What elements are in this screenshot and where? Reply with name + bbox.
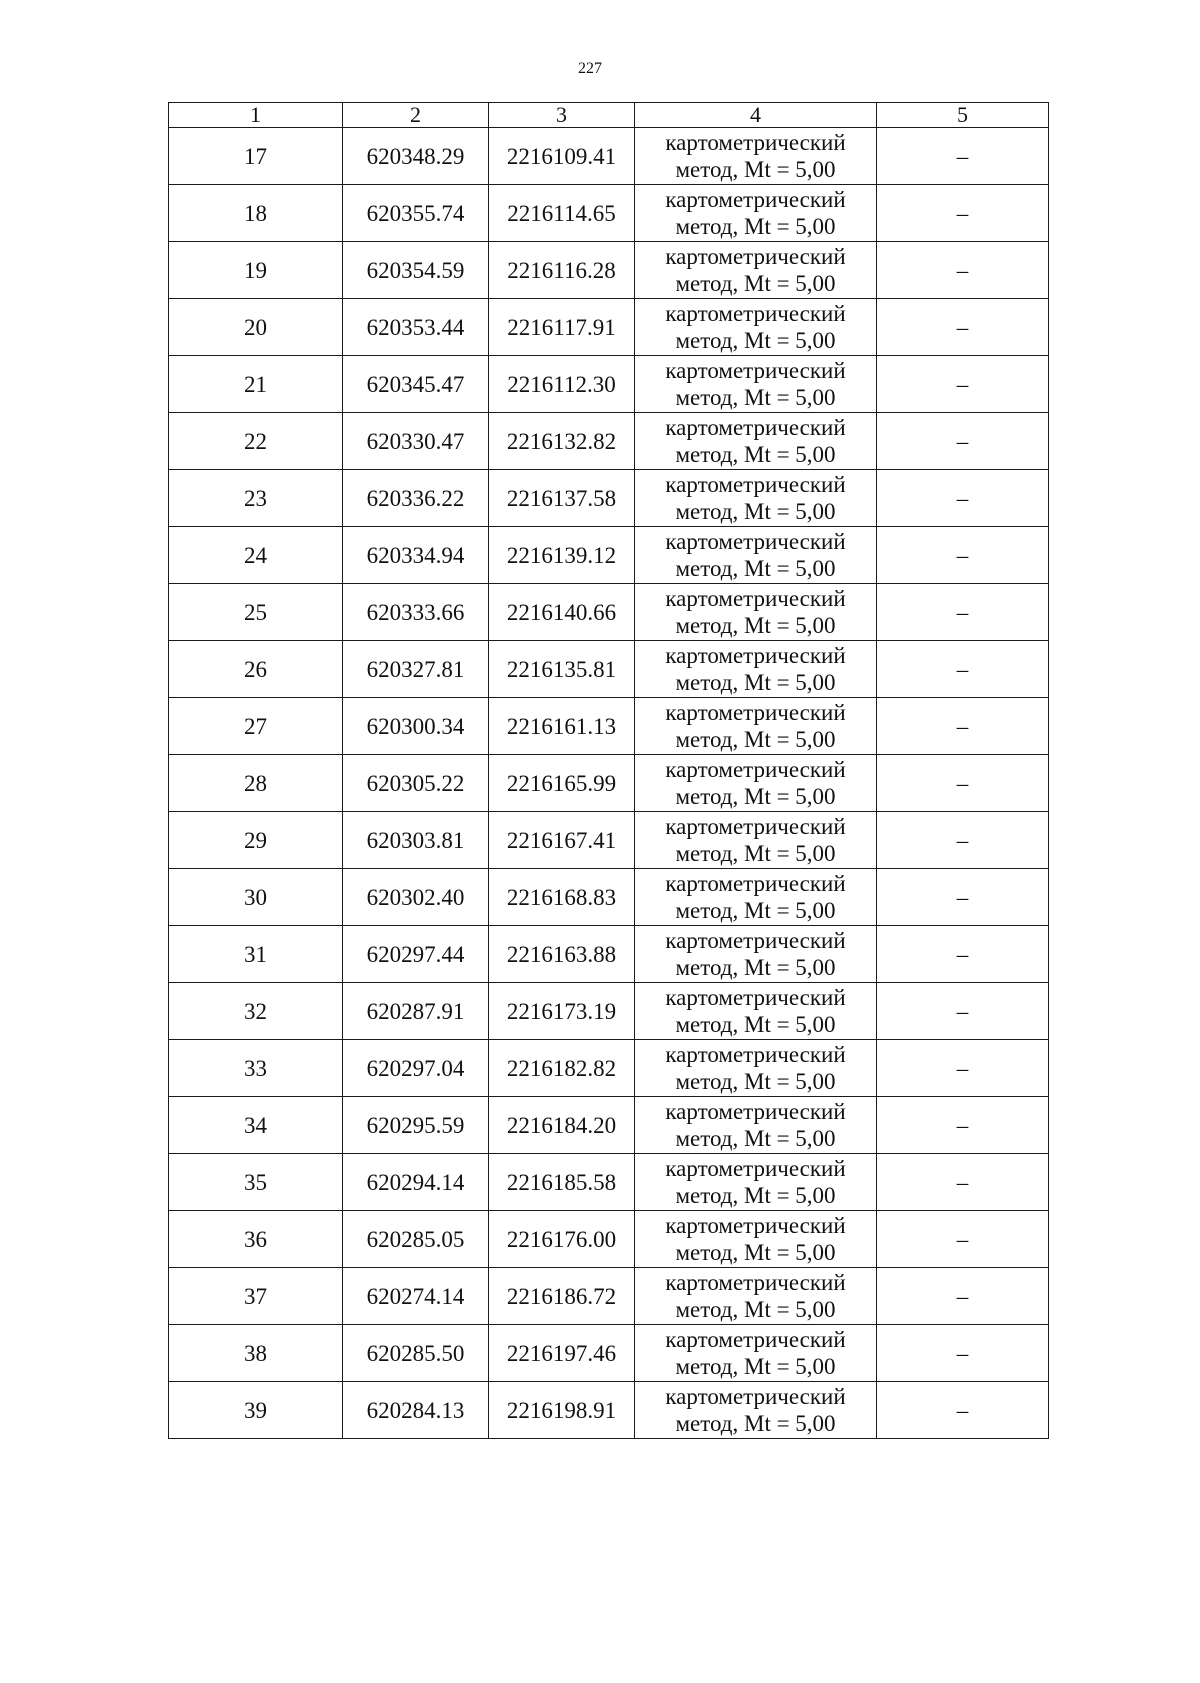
x-coordinate-cell: 620285.05 xyxy=(343,1211,489,1268)
method-cell xyxy=(635,584,877,641)
x-coordinate-cell: 620297.44 xyxy=(343,926,489,983)
method-line-1: картометрический xyxy=(665,187,846,212)
description-cell: – xyxy=(877,1154,1049,1211)
point-number-cell: 24 xyxy=(169,527,343,584)
method-cell xyxy=(635,242,877,299)
table-row xyxy=(169,242,1049,299)
method-cell xyxy=(635,1211,877,1268)
y-coordinate-cell: 2216161.13 xyxy=(489,698,635,755)
x-coordinate-cell: 620305.22 xyxy=(343,755,489,812)
y-coordinate-cell: 2216116.28 xyxy=(489,242,635,299)
method-line-2: метод, Mt = 5,00 xyxy=(675,955,836,980)
method-cell xyxy=(635,185,877,242)
column-header-5: 5 xyxy=(877,103,1049,128)
x-coordinate-cell: 620334.94 xyxy=(343,527,489,584)
x-coordinate-cell: 620294.14 xyxy=(343,1154,489,1211)
method-line-1: картометрический xyxy=(665,301,846,326)
y-coordinate-cell: 2216168.83 xyxy=(489,869,635,926)
point-number-cell: 19 xyxy=(169,242,343,299)
method-line-1: картометрический xyxy=(665,415,846,440)
description-cell: – xyxy=(877,926,1049,983)
table-row xyxy=(169,527,1049,584)
method-cell xyxy=(635,1382,877,1439)
point-number-cell: 39 xyxy=(169,1382,343,1439)
column-header-4: 4 xyxy=(635,103,877,128)
y-coordinate-cell: 2216137.58 xyxy=(489,470,635,527)
description-cell: – xyxy=(877,1040,1049,1097)
y-coordinate-cell: 2216198.91 xyxy=(489,1382,635,1439)
y-coordinate-cell: 2216185.58 xyxy=(489,1154,635,1211)
method-line-1: картометрический xyxy=(665,244,846,269)
point-number-cell: 32 xyxy=(169,983,343,1040)
description-cell: – xyxy=(877,1097,1049,1154)
x-coordinate-cell: 620354.59 xyxy=(343,242,489,299)
x-coordinate-cell: 620333.66 xyxy=(343,584,489,641)
method-cell xyxy=(635,926,877,983)
point-number-cell: 21 xyxy=(169,356,343,413)
x-coordinate-cell: 620297.04 xyxy=(343,1040,489,1097)
x-coordinate-cell: 620302.40 xyxy=(343,869,489,926)
method-line-1: картометрический xyxy=(665,130,846,155)
table-row xyxy=(169,1382,1049,1439)
description-cell: – xyxy=(877,641,1049,698)
point-number-cell: 25 xyxy=(169,584,343,641)
method-line-2: метод, Mt = 5,00 xyxy=(675,1069,836,1094)
point-number-cell: 33 xyxy=(169,1040,343,1097)
method-line-1: картометрический xyxy=(665,1327,846,1352)
table-row xyxy=(169,926,1049,983)
method-line-2: метод, Mt = 5,00 xyxy=(675,613,836,638)
point-number-cell: 30 xyxy=(169,869,343,926)
y-coordinate-cell: 2216165.99 xyxy=(489,755,635,812)
y-coordinate-cell: 2216184.20 xyxy=(489,1097,635,1154)
description-cell: – xyxy=(877,1268,1049,1325)
x-coordinate-cell: 620327.81 xyxy=(343,641,489,698)
description-cell: – xyxy=(877,1382,1049,1439)
table-row xyxy=(169,698,1049,755)
method-line-1: картометрический xyxy=(665,1213,846,1238)
table-row xyxy=(169,1040,1049,1097)
x-coordinate-cell: 620303.81 xyxy=(343,812,489,869)
y-coordinate-cell: 2216135.81 xyxy=(489,641,635,698)
y-coordinate-cell: 2216140.66 xyxy=(489,584,635,641)
table-row xyxy=(169,413,1049,470)
table-row xyxy=(169,641,1049,698)
description-cell: – xyxy=(877,1211,1049,1268)
method-line-1: картометрический xyxy=(665,358,846,383)
method-line-2: метод, Mt = 5,00 xyxy=(675,1240,836,1265)
header-row xyxy=(169,103,1049,128)
x-coordinate-cell: 620274.14 xyxy=(343,1268,489,1325)
method-cell xyxy=(635,470,877,527)
method-cell xyxy=(635,983,877,1040)
description-cell: – xyxy=(877,698,1049,755)
method-line-1: картометрический xyxy=(665,985,846,1010)
x-coordinate-cell: 620355.74 xyxy=(343,185,489,242)
method-line-2: метод, Mt = 5,00 xyxy=(675,499,836,524)
x-coordinate-cell: 620285.50 xyxy=(343,1325,489,1382)
method-line-2: метод, Mt = 5,00 xyxy=(675,157,836,182)
method-line-1: картометрический xyxy=(665,586,846,611)
description-cell: – xyxy=(877,128,1049,185)
point-number-cell: 35 xyxy=(169,1154,343,1211)
method-cell xyxy=(635,869,877,926)
point-number-cell: 28 xyxy=(169,755,343,812)
point-number-cell: 37 xyxy=(169,1268,343,1325)
table-row xyxy=(169,1268,1049,1325)
method-line-2: метод, Mt = 5,00 xyxy=(675,898,836,923)
method-line-1: картометрический xyxy=(665,472,846,497)
table-row xyxy=(169,470,1049,527)
method-line-1: картометрический xyxy=(665,643,846,668)
method-line-2: метод, Mt = 5,00 xyxy=(675,1012,836,1037)
table-row xyxy=(169,983,1049,1040)
y-coordinate-cell: 2216109.41 xyxy=(489,128,635,185)
y-coordinate-cell: 2216176.00 xyxy=(489,1211,635,1268)
column-header-1: 1 xyxy=(169,103,343,128)
point-number-cell: 31 xyxy=(169,926,343,983)
column-header-2: 2 xyxy=(343,103,489,128)
table-row xyxy=(169,1154,1049,1211)
table-row xyxy=(169,869,1049,926)
method-line-2: метод, Mt = 5,00 xyxy=(675,727,836,752)
method-line-1: картометрический xyxy=(665,700,846,725)
table-row xyxy=(169,584,1049,641)
description-cell: – xyxy=(877,242,1049,299)
method-line-2: метод, Mt = 5,00 xyxy=(675,556,836,581)
table-row xyxy=(169,128,1049,185)
description-cell: – xyxy=(877,812,1049,869)
method-line-2: метод, Mt = 5,00 xyxy=(675,385,836,410)
table-row xyxy=(169,299,1049,356)
point-number-cell: 20 xyxy=(169,299,343,356)
x-coordinate-cell: 620300.34 xyxy=(343,698,489,755)
y-coordinate-cell: 2216167.41 xyxy=(489,812,635,869)
method-line-1: картометрический xyxy=(665,1156,846,1181)
y-coordinate-cell: 2216139.12 xyxy=(489,527,635,584)
method-line-2: метод, Mt = 5,00 xyxy=(675,328,836,353)
y-coordinate-cell: 2216197.46 xyxy=(489,1325,635,1382)
point-number-cell: 23 xyxy=(169,470,343,527)
method-line-2: метод, Mt = 5,00 xyxy=(675,1411,836,1436)
page-number: 227 xyxy=(578,60,602,77)
table-body xyxy=(169,128,1049,1439)
y-coordinate-cell: 2216173.19 xyxy=(489,983,635,1040)
point-number-cell: 18 xyxy=(169,185,343,242)
x-coordinate-cell: 620330.47 xyxy=(343,413,489,470)
method-line-2: метод, Mt = 5,00 xyxy=(675,214,836,239)
method-line-2: метод, Mt = 5,00 xyxy=(675,1354,836,1379)
table-row xyxy=(169,1211,1049,1268)
method-cell xyxy=(635,641,877,698)
method-line-2: метод, Mt = 5,00 xyxy=(675,784,836,809)
table-row xyxy=(169,755,1049,812)
y-coordinate-cell: 2216112.30 xyxy=(489,356,635,413)
method-line-1: картометрический xyxy=(665,871,846,896)
x-coordinate-cell: 620284.13 xyxy=(343,1382,489,1439)
table-row xyxy=(169,1097,1049,1154)
method-cell xyxy=(635,698,877,755)
y-coordinate-cell: 2216132.82 xyxy=(489,413,635,470)
method-line-2: метод, Mt = 5,00 xyxy=(675,442,836,467)
table-row xyxy=(169,812,1049,869)
method-line-1: картометрический xyxy=(665,1270,846,1295)
method-cell xyxy=(635,812,877,869)
x-coordinate-cell: 620353.44 xyxy=(343,299,489,356)
x-coordinate-cell: 620348.29 xyxy=(343,128,489,185)
point-number-cell: 26 xyxy=(169,641,343,698)
method-cell xyxy=(635,128,877,185)
method-line-2: метод, Mt = 5,00 xyxy=(675,841,836,866)
method-line-2: метод, Mt = 5,00 xyxy=(675,271,836,296)
y-coordinate-cell: 2216163.88 xyxy=(489,926,635,983)
method-cell xyxy=(635,1154,877,1211)
description-cell: – xyxy=(877,584,1049,641)
method-line-2: метод, Mt = 5,00 xyxy=(675,1297,836,1322)
table-row xyxy=(169,356,1049,413)
method-line-1: картометрический xyxy=(665,757,846,782)
method-line-1: картометрический xyxy=(665,1384,846,1409)
x-coordinate-cell: 620336.22 xyxy=(343,470,489,527)
method-cell xyxy=(635,1040,877,1097)
x-coordinate-cell: 620345.47 xyxy=(343,356,489,413)
x-coordinate-cell: 620295.59 xyxy=(343,1097,489,1154)
method-line-2: метод, Mt = 5,00 xyxy=(675,670,836,695)
column-header-3: 3 xyxy=(489,103,635,128)
y-coordinate-cell: 2216186.72 xyxy=(489,1268,635,1325)
x-coordinate-cell: 620287.91 xyxy=(343,983,489,1040)
method-cell xyxy=(635,299,877,356)
method-line-1: картометрический xyxy=(665,928,846,953)
point-number-cell: 29 xyxy=(169,812,343,869)
method-line-1: картометрический xyxy=(665,529,846,554)
point-number-cell: 22 xyxy=(169,413,343,470)
method-line-1: картометрический xyxy=(665,814,846,839)
description-cell: – xyxy=(877,185,1049,242)
point-number-cell: 34 xyxy=(169,1097,343,1154)
method-cell xyxy=(635,755,877,812)
description-cell: – xyxy=(877,755,1049,812)
point-number-cell: 38 xyxy=(169,1325,343,1382)
method-cell xyxy=(635,527,877,584)
description-cell: – xyxy=(877,527,1049,584)
table-header xyxy=(169,103,1049,128)
point-number-cell: 17 xyxy=(169,128,343,185)
method-cell xyxy=(635,1268,877,1325)
method-line-1: картометрический xyxy=(665,1099,846,1124)
description-cell: – xyxy=(877,1325,1049,1382)
method-cell xyxy=(635,1325,877,1382)
description-cell: – xyxy=(877,869,1049,926)
method-line-2: метод, Mt = 5,00 xyxy=(675,1183,836,1208)
method-cell xyxy=(635,1097,877,1154)
coordinates-table xyxy=(168,102,1049,1439)
method-cell xyxy=(635,413,877,470)
description-cell: – xyxy=(877,299,1049,356)
point-number-cell: 27 xyxy=(169,698,343,755)
y-coordinate-cell: 2216114.65 xyxy=(489,185,635,242)
description-cell: – xyxy=(877,983,1049,1040)
method-cell xyxy=(635,356,877,413)
method-line-1: картометрический xyxy=(665,1042,846,1067)
table-row xyxy=(169,185,1049,242)
description-cell: – xyxy=(877,470,1049,527)
y-coordinate-cell: 2216182.82 xyxy=(489,1040,635,1097)
description-cell: – xyxy=(877,356,1049,413)
table-row xyxy=(169,1325,1049,1382)
method-line-2: метод, Mt = 5,00 xyxy=(675,1126,836,1151)
description-cell: – xyxy=(877,413,1049,470)
y-coordinate-cell: 2216117.91 xyxy=(489,299,635,356)
point-number-cell: 36 xyxy=(169,1211,343,1268)
